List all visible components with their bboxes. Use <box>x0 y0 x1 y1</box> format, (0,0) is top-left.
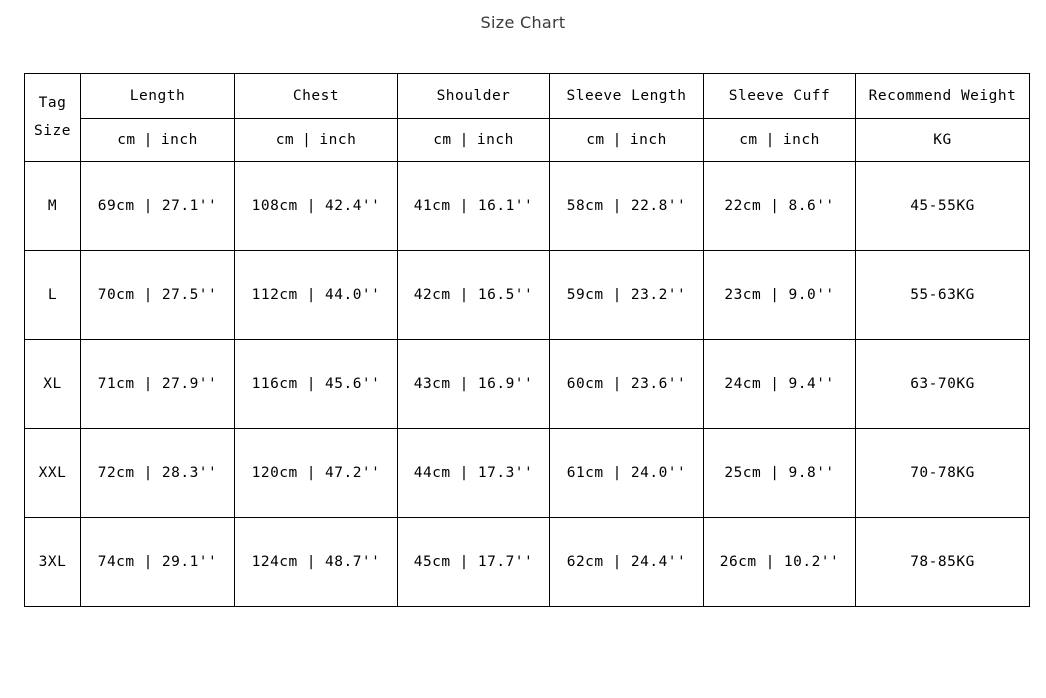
table-row <box>25 251 1030 340</box>
cell-length <box>81 518 235 607</box>
cell-length-separator: | <box>143 376 153 392</box>
unit-header-shoulder <box>398 119 550 162</box>
cell-sleeve-cuff-cm: 23cm <box>724 287 762 303</box>
cell-sleeve-cuff-cm: 25cm <box>724 465 762 481</box>
cell-chest <box>235 518 398 607</box>
cell-sleeve-cuff-cm: 24cm <box>724 376 762 392</box>
column-header-sleeve-cuff: Sleeve Cuff <box>704 74 856 119</box>
cell-length <box>81 162 235 251</box>
unit-header-shoulder-inch: inch <box>476 132 514 148</box>
cell-sleeve-length-separator: | <box>612 376 622 392</box>
cell-length-separator: | <box>143 554 153 570</box>
cell-length-cm: 69cm <box>97 198 135 214</box>
cell-shoulder-inch: 17.3'' <box>477 465 534 481</box>
cell-length-cm: 71cm <box>97 376 135 392</box>
cell-chest-cm: 124cm <box>251 554 298 570</box>
cell-length-separator: | <box>143 287 153 303</box>
row-size-label: M <box>25 162 81 251</box>
cell-chest-inch: 42.4'' <box>325 198 381 214</box>
unit-header-shoulder-separator: | <box>459 132 469 148</box>
cell-chest-separator: | <box>306 554 316 570</box>
tag-size-header-line2: Size <box>34 122 71 139</box>
column-header-length: Length <box>81 74 235 119</box>
cell-chest-separator: | <box>306 287 316 303</box>
unit-header-sleeve-cuff-cm: cm <box>739 132 758 148</box>
cell-sleeve-cuff <box>704 162 856 251</box>
cell-chest-inch: 44.0'' <box>325 287 381 303</box>
cell-shoulder-cm: 41cm <box>413 198 451 214</box>
table-header-group-row <box>25 74 1030 119</box>
cell-sleeve-length <box>550 518 704 607</box>
unit-header-length <box>81 119 235 162</box>
unit-header-chest <box>235 119 398 162</box>
cell-shoulder <box>398 340 550 429</box>
cell-chest <box>235 251 398 340</box>
cell-shoulder-inch: 17.7'' <box>477 554 534 570</box>
size-chart-table <box>24 73 1030 607</box>
unit-header-weight: KG <box>856 119 1030 162</box>
cell-sleeve-length-cm: 58cm <box>566 198 604 214</box>
cell-sleeve-cuff-separator: | <box>765 554 775 570</box>
cell-length <box>81 429 235 518</box>
cell-shoulder-cm: 43cm <box>413 376 451 392</box>
cell-shoulder <box>398 162 550 251</box>
cell-shoulder-inch: 16.9'' <box>477 376 534 392</box>
cell-chest <box>235 429 398 518</box>
cell-length-inch: 29.1'' <box>161 554 218 570</box>
cell-sleeve-length-separator: | <box>612 287 622 303</box>
cell-shoulder-separator: | <box>459 554 469 570</box>
cell-sleeve-cuff-inch: 9.4'' <box>788 376 835 392</box>
cell-chest <box>235 162 398 251</box>
cell-shoulder-separator: | <box>459 376 469 392</box>
cell-length <box>81 251 235 340</box>
unit-header-sleeve-cuff-inch: inch <box>782 132 820 148</box>
cell-shoulder-inch: 16.1'' <box>477 198 534 214</box>
unit-header-chest-inch: inch <box>319 132 357 148</box>
cell-chest-separator: | <box>306 465 316 481</box>
cell-shoulder-inch: 16.5'' <box>477 287 534 303</box>
cell-shoulder-separator: | <box>459 287 469 303</box>
unit-header-length-cm: cm <box>117 132 136 148</box>
cell-sleeve-length-separator: | <box>612 554 622 570</box>
unit-header-chest-cm: cm <box>275 132 295 148</box>
cell-sleeve-cuff-inch: 10.2'' <box>783 554 840 570</box>
cell-shoulder-cm: 45cm <box>413 554 451 570</box>
unit-header-sleeve-cuff <box>704 119 856 162</box>
table-row <box>25 429 1030 518</box>
cell-sleeve-length-inch: 22.8'' <box>630 198 687 214</box>
cell-shoulder-separator: | <box>459 465 469 481</box>
cell-chest-inch: 48.7'' <box>325 554 381 570</box>
cell-length-inch: 28.3'' <box>161 465 218 481</box>
cell-sleeve-length <box>550 251 704 340</box>
cell-sleeve-cuff-inch: 9.0'' <box>788 287 835 303</box>
cell-chest <box>235 340 398 429</box>
unit-header-shoulder-cm: cm <box>433 132 452 148</box>
cell-sleeve-cuff-separator: | <box>770 465 780 481</box>
cell-recommend-weight: 63-70KG <box>856 340 1030 429</box>
cell-length-inch: 27.1'' <box>161 198 218 214</box>
cell-sleeve-length-inch: 24.0'' <box>630 465 687 481</box>
cell-chest-cm: 116cm <box>251 376 298 392</box>
cell-sleeve-cuff-separator: | <box>770 287 780 303</box>
unit-header-chest-separator: | <box>302 132 312 148</box>
row-size-label: 3XL <box>25 518 81 607</box>
page-title: Size Chart <box>480 13 566 32</box>
cell-chest-cm: 108cm <box>251 198 298 214</box>
cell-sleeve-length <box>550 340 704 429</box>
unit-header-length-inch: inch <box>160 132 198 148</box>
cell-length-cm: 74cm <box>97 554 135 570</box>
unit-header-sleeve-length-separator: | <box>612 132 622 148</box>
cell-sleeve-length <box>550 429 704 518</box>
cell-sleeve-length-cm: 62cm <box>566 554 604 570</box>
cell-length-separator: | <box>143 465 153 481</box>
cell-length-cm: 70cm <box>97 287 135 303</box>
cell-chest-inch: 45.6'' <box>325 376 381 392</box>
cell-chest-separator: | <box>306 198 316 214</box>
cell-sleeve-length-cm: 61cm <box>566 465 604 481</box>
cell-sleeve-cuff-inch: 8.6'' <box>788 198 835 214</box>
cell-sleeve-cuff-separator: | <box>770 376 780 392</box>
cell-length-separator: | <box>143 198 153 214</box>
cell-sleeve-cuff <box>704 340 856 429</box>
unit-header-sleeve-length <box>550 119 704 162</box>
cell-sleeve-length-separator: | <box>612 465 622 481</box>
cell-recommend-weight: 55-63KG <box>856 251 1030 340</box>
column-header-recommend-weight: Recommend Weight <box>856 74 1030 119</box>
cell-length <box>81 340 235 429</box>
cell-sleeve-cuff-cm: 22cm <box>724 198 762 214</box>
cell-chest-cm: 120cm <box>251 465 298 481</box>
cell-sleeve-cuff <box>704 518 856 607</box>
unit-header-sleeve-length-inch: inch <box>629 132 667 148</box>
cell-sleeve-length-inch: 23.2'' <box>630 287 687 303</box>
cell-sleeve-cuff <box>704 251 856 340</box>
table-row <box>25 518 1030 607</box>
unit-header-length-separator: | <box>143 132 153 148</box>
cell-recommend-weight: 45-55KG <box>856 162 1030 251</box>
cell-sleeve-length-separator: | <box>612 198 622 214</box>
tag-size-header <box>25 74 81 162</box>
cell-sleeve-cuff-inch: 9.8'' <box>788 465 835 481</box>
cell-recommend-weight: 78-85KG <box>856 518 1030 607</box>
unit-header-sleeve-cuff-separator: | <box>765 132 775 148</box>
cell-recommend-weight: 70-78KG <box>856 429 1030 518</box>
row-size-label: XL <box>25 340 81 429</box>
cell-sleeve-length <box>550 162 704 251</box>
cell-sleeve-length-cm: 60cm <box>566 376 604 392</box>
table-row <box>25 340 1030 429</box>
cell-sleeve-length-inch: 24.4'' <box>630 554 687 570</box>
cell-sleeve-length-cm: 59cm <box>566 287 604 303</box>
cell-shoulder-cm: 44cm <box>413 465 451 481</box>
cell-chest-inch: 47.2'' <box>325 465 381 481</box>
table-header-unit-row <box>25 119 1030 162</box>
cell-sleeve-cuff-separator: | <box>770 198 780 214</box>
column-header-shoulder: Shoulder <box>398 74 550 119</box>
row-size-label: XXL <box>25 429 81 518</box>
unit-header-sleeve-length-cm: cm <box>586 132 605 148</box>
cell-shoulder <box>398 429 550 518</box>
cell-shoulder <box>398 251 550 340</box>
table-row <box>25 162 1030 251</box>
column-header-sleeve-length: Sleeve Length <box>550 74 704 119</box>
cell-length-cm: 72cm <box>97 465 135 481</box>
cell-chest-cm: 112cm <box>251 287 298 303</box>
cell-shoulder-separator: | <box>459 198 469 214</box>
cell-length-inch: 27.5'' <box>161 287 218 303</box>
tag-size-header-line1: Tag <box>38 94 67 111</box>
cell-shoulder-cm: 42cm <box>413 287 451 303</box>
size-chart-container <box>24 73 1029 607</box>
cell-shoulder <box>398 518 550 607</box>
cell-chest-separator: | <box>306 376 316 392</box>
cell-sleeve-cuff <box>704 429 856 518</box>
cell-sleeve-cuff-cm: 26cm <box>719 554 757 570</box>
row-size-label: L <box>25 251 81 340</box>
cell-length-inch: 27.9'' <box>161 376 218 392</box>
column-header-chest: Chest <box>235 74 398 119</box>
cell-sleeve-length-inch: 23.6'' <box>630 376 687 392</box>
